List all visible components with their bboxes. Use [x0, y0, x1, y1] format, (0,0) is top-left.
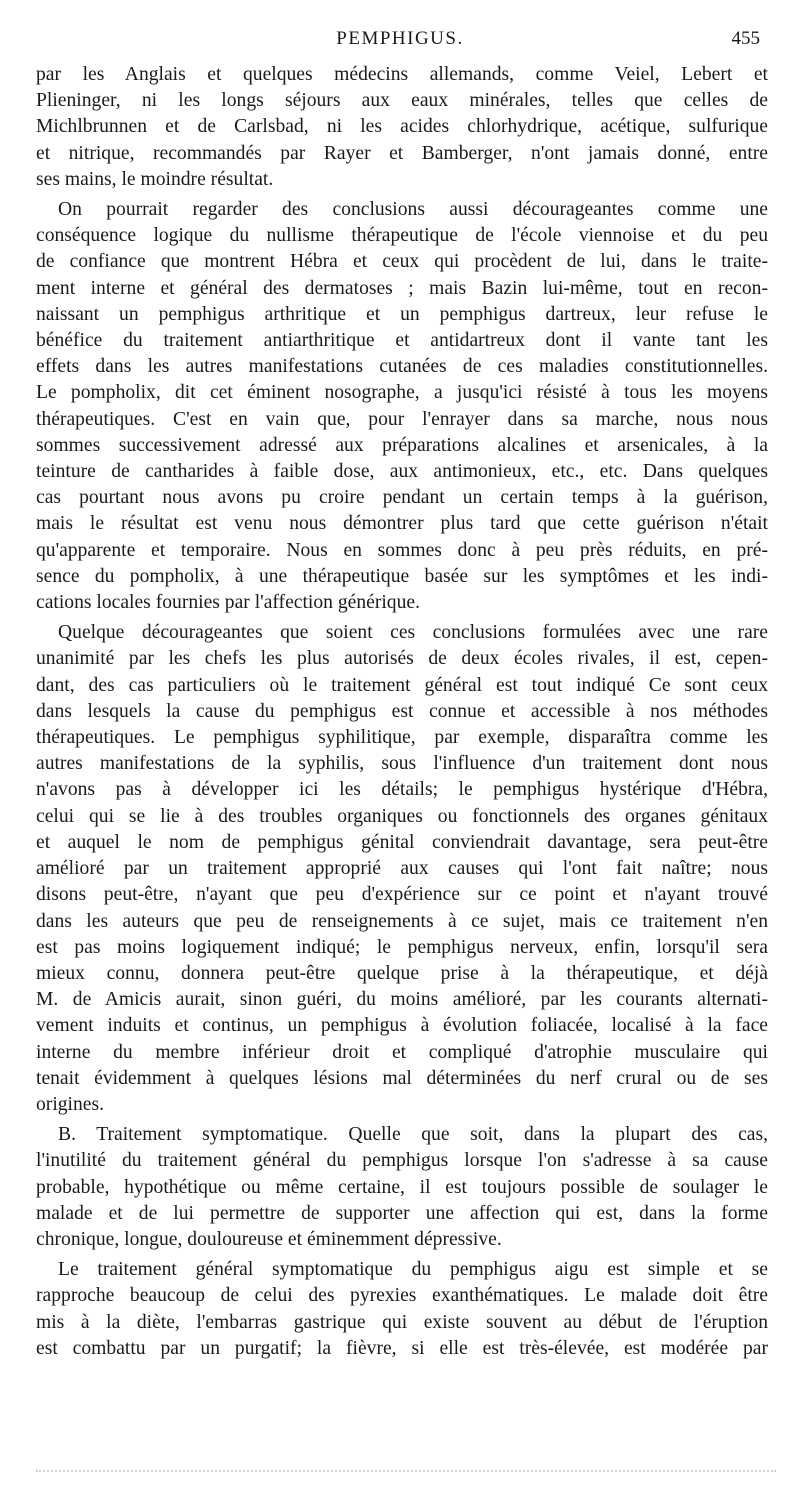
text-line: origines.	[36, 1093, 105, 1115]
paragraph-2	[36, 197, 768, 616]
text-line: dans lesquels la cause du pemphigus est connue et accessible à nos méthodes	[36, 700, 768, 722]
text-line: Quelque décourageantes que soient ces conclusions formulées avec une rare	[58, 622, 768, 644]
text-line: teinture de cantharides à faible dose, aux antimonieux, etc., etc. Dans quelques	[36, 461, 768, 483]
paragraph-5	[36, 1257, 768, 1362]
text-line: bénéfice du traitement antiarthritique et antidartreux dont il vante tant les	[36, 330, 768, 352]
text-line: cations locales fournies par l'affection générique.	[36, 592, 421, 614]
text-line: cas pourtant nous avons pu croire pendant un certain temps à la guérison,	[36, 487, 768, 509]
text-line: et auquel le nom de pemphigus génital conviendrait davantage, sera peut-être	[36, 831, 768, 853]
text-line: malade et de lui permettre de supporter une affection qui est, dans la forme	[36, 1202, 768, 1224]
paragraph-4	[36, 1122, 768, 1253]
text-line: thérapeutiques. C'est en vain que, pour l'enrayer dans sa marche, nous nous	[36, 408, 768, 430]
text-line: amélioré par un traitement approprié aux causes qui l'ont fait naître; nous	[36, 858, 768, 880]
text-line: conséquence logique du nullisme thérapeutique de l'école viennoise et du peu	[36, 225, 768, 247]
text-line: qu'apparente et temporaire. Nous en sommes donc à peu près réduits, en pré-	[36, 539, 768, 561]
text-line: Le traitement général symptomatique du pemphigus aigu est simple et se	[58, 1259, 768, 1281]
text-line: ment interne et général des dermatoses ; mais Bazin lui-même, tout en recon-	[36, 277, 768, 299]
text-line: dant, des cas particuliers où le traitement général est tout indiqué Ce sont ceux	[36, 674, 768, 696]
text-line: autres manifestations de la syphilis, sous l'influence d'un traitement dont nous	[36, 753, 768, 775]
paragraph-3	[36, 620, 768, 1118]
page-number: 455	[731, 28, 760, 49]
text-line: ses mains, le moindre résultat.	[36, 168, 274, 190]
running-title: PEMPHIGUS.	[336, 28, 464, 49]
text-line: dans les auteurs que peu de renseignements à ce sujet, mais ce traitement n'en	[36, 910, 768, 932]
text-line: effets dans les autres manifestations cutanées de ces maladies constitutionnelles.	[36, 356, 768, 378]
text-line: naissant un pemphigus arthritique et un pemphigus dartreux, leur refuse le	[36, 303, 768, 325]
text-line: Plieninger, ni les longs séjours aux eaux minérales, telles que celles de	[36, 90, 768, 112]
text-line: Le pompholix, dit cet éminent nosographe, a jusqu'ici résisté à tous les moyens	[36, 382, 768, 404]
text-line: l'inutilité du traitement général du pemphigus lorsque l'on s'adresse à sa cause	[36, 1150, 768, 1172]
text-line: vement induits et continus, un pemphigus à évolution foliacée, localisé à la face	[36, 1015, 768, 1037]
page-header	[36, 28, 764, 56]
text-line: n'avons pas à développer ici les détails; le pemphigus hystérique d'Hébra,	[36, 779, 768, 801]
text-line: mais le résultat est venu nous démontrer plus tard que cette guérison n'était	[36, 513, 768, 535]
text-line: Michlbrunnen et de Carlsbad, ni les acides chlorhydrique, acétique, sulfurique	[36, 116, 768, 138]
text-line: probable, hypothétique ou même certaine, il est toujours possible de soulager le	[36, 1176, 768, 1198]
text-line: est pas moins logiquement indiqué; le pemphigus nerveux, enfin, lorsqu'il sera	[36, 936, 768, 958]
text-line: sence du pompholix, à une thérapeutique basée sur les symptômes et les indi-	[36, 565, 768, 587]
text-line: interne du membre inférieur droit et compliqué d'atrophie musculaire qui	[36, 1041, 768, 1063]
text-line: unanimité par les chefs les plus autorisés de deux écoles rivales, il est, cepen-	[36, 648, 768, 670]
text-line: On pourrait regarder des conclusions aussi décourageantes comme une	[58, 199, 768, 221]
text-line: M. de Amicis aurait, sinon guéri, du moins amélioré, par les courants alternati-	[36, 989, 768, 1011]
text-line: thérapeutiques. Le pemphigus syphilitique, par exemple, disparaîtra comme les	[36, 727, 768, 749]
text-line: mis à la diète, l'embarras gastrique qui existe souvent au début de l'éruption	[36, 1311, 768, 1333]
text-line: de confiance que montrent Hébra et ceux qui procèdent de lui, dans le traite-	[36, 251, 768, 273]
text-line: et nitrique, recommandés par Rayer et Bamberger, n'ont jamais donné, entre	[36, 142, 768, 164]
text-line: tenait évidemment à quelques lésions mal déterminées du nerf crural ou de ses	[36, 1067, 768, 1089]
page-body	[36, 62, 768, 1366]
text-line: mieux connu, donnera peut-être quelque prise à la thérapeutique, et déjà	[36, 962, 768, 984]
scan-footer-rule	[36, 1470, 776, 1472]
text-line: B. Traitement symptomatique. Quelle que soit, dans la plupart des cas,	[58, 1124, 768, 1146]
text-line: rapproche beaucoup de celui des pyrexies exanthématiques. Le malade doit être	[36, 1285, 768, 1307]
text-line: sommes successivement adressé aux préparations alcalines et arsenicales, à la	[36, 434, 768, 456]
paragraph-1	[36, 62, 768, 193]
text-line: chronique, longue, douloureuse et éminemment dépressive.	[36, 1228, 502, 1250]
text-line: est combattu par un purgatif; la fièvre, si elle est très-élevée, est modérée par	[36, 1337, 768, 1359]
text-line: par les Anglais et quelques médecins allemands, comme Veiel, Lebert et	[36, 64, 768, 85]
text-line: celui qui se lie à des troubles organiques ou fonctionnels des organes génitaux	[36, 805, 768, 827]
text-line: disons peut-être, n'ayant que peu d'expérience sur ce point et n'ayant trouvé	[36, 884, 768, 906]
